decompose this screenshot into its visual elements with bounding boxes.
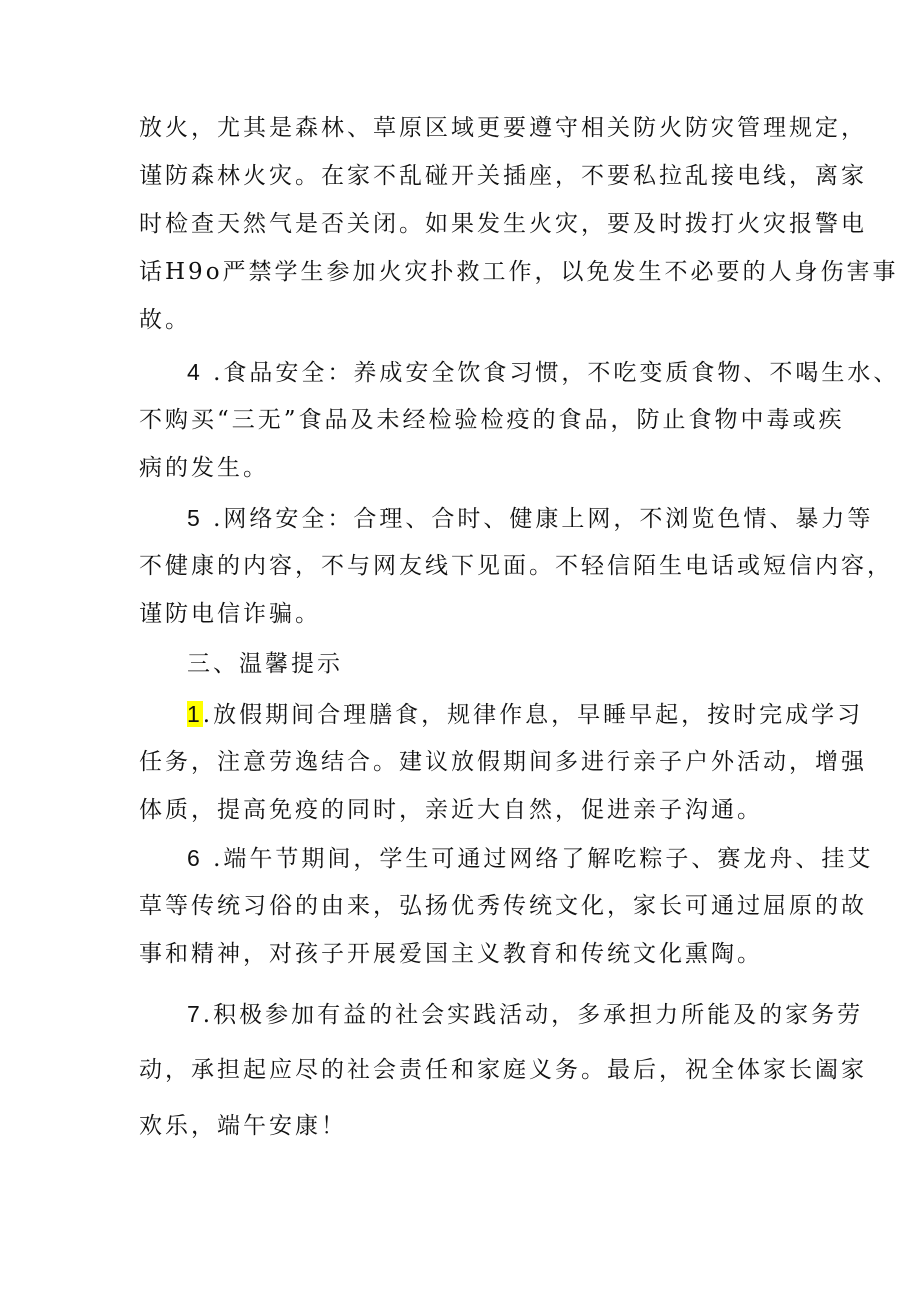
paragraph-tip-7 [139,986,867,1154]
text-line [139,834,874,882]
text-line: 欢乐，端午安康！ [139,1113,347,1139]
paragraph-tip-1 [139,690,867,834]
text-line: 放火，尤其是森林、草原区域更要遵守相关防火防灾管理规定， [139,115,867,141]
text-line: 任务，注意劳逸结合。建议放假期间多进行亲子户外活动，增强 [139,749,867,775]
item-number: 7 [187,1001,203,1027]
text-line [139,494,874,542]
paragraph-food-safety [139,348,900,492]
text-line-content: .端午节期间，学生可通过网络了解吃粽子、赛龙舟、挂艾 [202,846,874,872]
text-line [139,690,864,738]
item-number: 5 [187,505,203,531]
text-line [139,986,864,1042]
paragraph-tip-6 [139,834,874,978]
text-line: 谨防森林火灾。在家不乱碰开关插座，不要私拉乱接电线，离家 [139,163,867,189]
text-line-content: .食品安全：养成安全饮食习惯，不吃变质食物、不喝生水、 [202,360,900,386]
section-heading: 三、温馨提示 [187,651,343,677]
text-line [139,348,900,396]
item-number: 6 [187,845,203,871]
text-line: 时检查天然气是否关闭。如果发生火灾，要及时拨打火灾报警电 [139,211,867,237]
item-number: 4 [187,359,203,385]
text-line: 事和精神，对孩子开展爱国主义教育和传统文化熏陶。 [139,941,763,967]
text-line: 话H9o严禁学生参加火灾扑救工作，以免发生不必要的人身伤害事 [139,259,899,285]
text-line-content: .放假期间合理膳食，规律作息，早睡早起，按时完成学习 [202,702,864,728]
text-line: 病的发生。 [139,455,269,481]
paragraph-network-safety [139,494,893,638]
text-line-content: .积极参加有益的社会实践活动，多承担力所能及的家务劳 [202,1002,864,1028]
highlighted-item-number: 1 [187,701,203,727]
text-line: 不健康的内容，不与网友线下见面。不轻信陌生电话或短信内容， [139,553,893,579]
text-line-content: .网络安全：合理、合时、健康上网，不浏览色情、暴力等 [202,506,874,532]
text-line: 故。 [139,307,191,333]
text-line: 谨防电信诈骗。 [139,601,321,627]
text-line: 不购买“三无”食品及未经检验检疫的食品，防止食物中毒或疾 [139,407,845,433]
text-line: 草等传统习俗的由来，弘扬优秀传统文化，家长可通过屈原的故 [139,893,867,919]
section-heading-warm-tips [139,640,799,688]
text-line: 体质，提高免疫的同时，亲近大自然，促进亲子沟通。 [139,797,763,823]
text-line: 动，承担起应尽的社会责任和家庭义务。最后，祝全体家长阖家 [139,1057,867,1083]
paragraph-fire-safety-continued [139,104,899,344]
